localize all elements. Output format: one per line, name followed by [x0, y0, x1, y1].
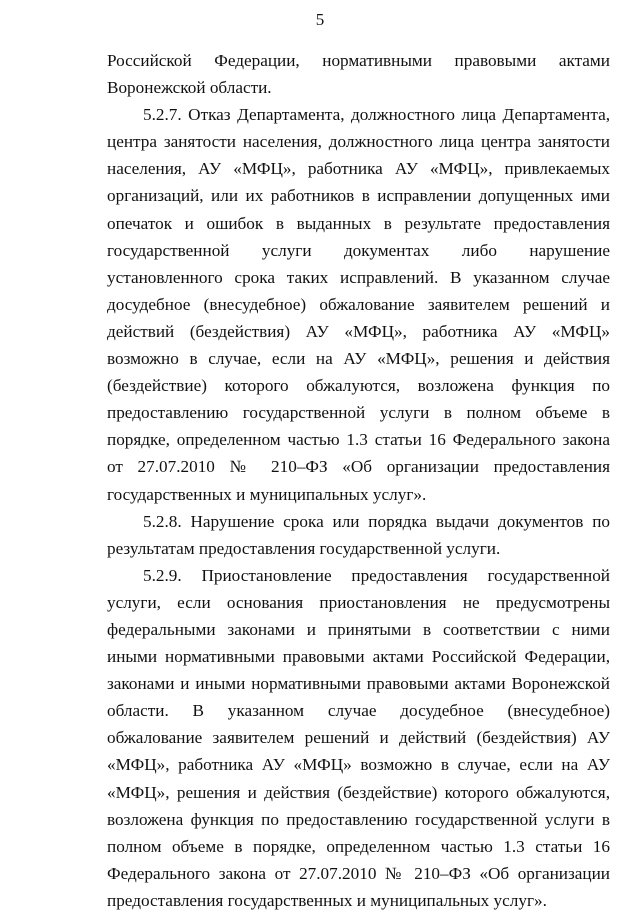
document-body [107, 47, 610, 914]
paragraph-5-2-8: 5.2.8. Нарушение срока или порядка выдачи документов по результатам предоставления государственной услуги. [107, 511, 610, 558]
paragraph-continuation: Российской Федерации, нормативными правовыми актами Воронежской области. [107, 51, 610, 98]
page-number: 5 [315, 10, 325, 29]
paragraph-5-2-9: 5.2.9. Приостановление предоставления государственной услуги, если основания приостановления не предусмотрены федеральными законами и принятыми в соответствии с ними иными нормативными правовыми актами Российской Федерации, законами и иными нормативными правовыми актами Воронежской области. В указанном случае досудебное (внесудебное) обжалование заявителем решений и действий (бездействия) АУ «МФЦ», работника АУ «МФЦ» возможно в случае, если на АУ «МФЦ», решения и действия (бездействие) которого обжалуются, возложена функция по предоставлению государственной услуги в полном объеме в порядке, определенном частью 1.3 статьи 16 Федерального закона от 27.07.2010 № 210–ФЗ «Об организации предоставления государственных и муниципальных услуг». [107, 565, 610, 910]
paragraph-5-2-7: 5.2.7. Отказ Департамента, должностного лица Департамента, центра занятости населения, должностного лица центра занятости населения, АУ «МФЦ», работника АУ «МФЦ», привлекаемых организаций, или их работников в исправлении допущенных ими опечаток и ошибок в выданных в результате предоставления государственной услуги документах либо нарушение установленного срока таких исправлений. В указанном случае досудебное (внесудебное) обжалование заявителем решений и действий (бездействия) АУ «МФЦ», работника АУ «МФЦ» возможно в случае, если на АУ «МФЦ», решения и действия (бездействие) которого обжалуются, возложена функция по предоставлению государственной услуги в полном объеме в порядке, определенном частью 1.3 статьи 16 Федерального закона от 27.07.2010 № 210–ФЗ «Об организации предоставления государственных и муниципальных услуг». [107, 105, 610, 504]
